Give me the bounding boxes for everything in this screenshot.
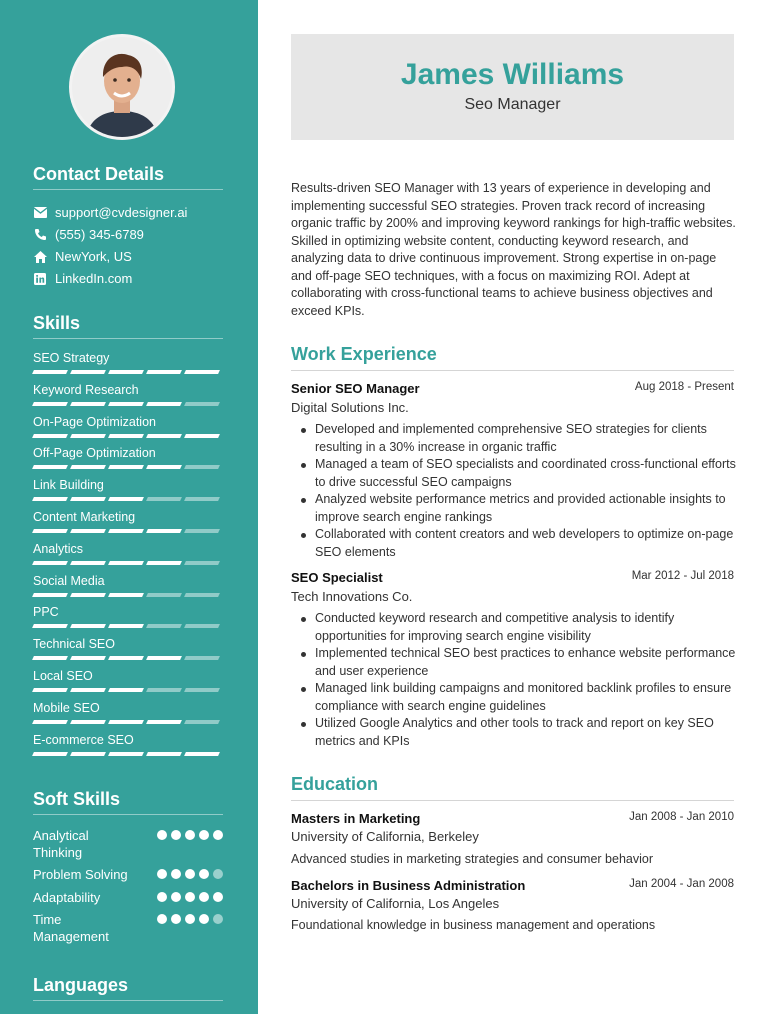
degree-date: Jan 2004 - Jan 2008 [629, 878, 734, 890]
rating-dot [199, 892, 209, 902]
skill-level-segment [184, 720, 220, 724]
profile-photo-icon [72, 37, 172, 137]
contact-section-title: Contact Details [33, 164, 165, 184]
skill-level-segment [70, 370, 106, 374]
skill-level-segment [32, 434, 68, 438]
degree-title: Bachelors in Business Administration [291, 878, 526, 893]
job-title: SEO Specialist [291, 570, 383, 585]
skill-level-bar [33, 593, 223, 597]
rating-dot [199, 914, 209, 924]
skill-item [33, 637, 223, 660]
skill-item [33, 351, 223, 374]
skill-item [33, 542, 223, 565]
skill-level-segment [146, 688, 182, 692]
skill-level-bar [33, 434, 223, 438]
job-date: Aug 2018 - Present [634, 381, 734, 393]
skill-level-segment [70, 752, 106, 756]
soft-skill-item [33, 889, 223, 906]
school-name: University of California, Berkeley [291, 829, 479, 844]
contact-email[interactable] [33, 205, 187, 220]
skill-level-segment [108, 370, 144, 374]
job-title: Senior SEO Manager [291, 381, 420, 396]
divider [291, 370, 734, 371]
candidate-name: James Williams [400, 58, 625, 91]
skill-level-bar [33, 720, 223, 724]
degree-title: Masters in Marketing [291, 811, 421, 826]
skill-level-segment [146, 465, 182, 469]
skill-level-segment [108, 752, 144, 756]
skill-level-bar [33, 370, 223, 374]
soft-skill-label: Time Management [33, 912, 109, 944]
rating-dot [185, 830, 195, 840]
skill-level-bar [33, 752, 223, 756]
rating-dot [185, 914, 195, 924]
skill-level-segment [146, 434, 182, 438]
job-company: Digital Solutions Inc. [291, 400, 409, 415]
skill-level-segment [108, 593, 144, 597]
skill-level-bar [33, 402, 223, 406]
job-bullets [291, 421, 736, 561]
skill-level-segment [108, 434, 144, 438]
skill-level-bar [33, 656, 223, 660]
skill-level-segment [146, 370, 182, 374]
skill-item [33, 733, 223, 756]
skill-level-segment [184, 402, 220, 406]
skill-label: Analytics [33, 541, 84, 556]
skill-level-segment [184, 688, 220, 692]
skill-level-segment [108, 561, 144, 565]
soft-skill-rating [157, 830, 223, 840]
linkedin-icon [33, 272, 47, 286]
skill-level-segment [70, 688, 106, 692]
skill-level-segment [184, 434, 220, 438]
skill-level-segment [146, 720, 182, 724]
skill-level-segment [70, 465, 106, 469]
skill-level-bar [33, 624, 223, 628]
rating-dot [213, 914, 223, 924]
rating-dot [157, 869, 167, 879]
rating-dot [199, 869, 209, 879]
soft-skill-rating [157, 869, 223, 879]
skill-level-segment [184, 497, 220, 501]
languages-section-title: Languages [33, 975, 129, 995]
rating-dot [157, 830, 167, 840]
skill-item [33, 701, 223, 724]
soft-skill-label: Analytical Thinking [33, 828, 89, 860]
skill-level-segment [32, 688, 68, 692]
skill-level-bar [33, 465, 223, 469]
job-bullets [291, 610, 736, 750]
job-company: Tech Innovations Co. [291, 589, 413, 604]
skill-level-segment [70, 497, 106, 501]
divider [33, 189, 223, 190]
list-item: Utilized Google Analytics and other tools to track and report on key SEO metrics and KPIs [291, 715, 736, 750]
skill-level-segment [32, 561, 68, 565]
contact-linkedin[interactable] [33, 271, 132, 286]
soft-skill-label: Adaptability [33, 890, 101, 905]
skill-item [33, 446, 223, 469]
summary-paragraph: Results-driven SEO Manager with 13 years of experience in developing and implementing successful SEO strategies. Proven track record of increasing organic traffic by 200% and improving keyword rankings for high-traffic websites. Skilled in optimizing website content, conducting keyword research, and analyzing data to drive continuous improvement. Strong expertise in on-page and off-page SEO techniques, with a focus on maximizing ROI. Adept at collaborating with cross-functional teams to achieve business objectives and exceed KPIs. [291, 181, 736, 318]
skill-level-bar [33, 497, 223, 501]
skill-level-segment [32, 624, 68, 628]
skill-level-segment [184, 370, 220, 374]
soft-skill-rating [157, 914, 223, 924]
skill-label: Technical SEO [33, 637, 115, 652]
rating-dot [213, 830, 223, 840]
rating-dot [185, 892, 195, 902]
skill-level-segment [146, 656, 182, 660]
home-icon [33, 250, 47, 264]
name-header [291, 34, 734, 140]
skill-level-segment [108, 720, 144, 724]
envelope-icon [33, 206, 47, 220]
degree-date: Jan 2008 - Jan 2010 [629, 811, 734, 823]
skill-level-segment [32, 656, 68, 660]
skill-level-segment [184, 624, 220, 628]
skill-label: PPC [33, 605, 59, 620]
skill-level-segment [184, 529, 220, 533]
degree-description: Advanced studies in marketing strategies and consumer behavior [291, 852, 654, 866]
skill-level-segment [108, 529, 144, 533]
avatar [69, 34, 175, 140]
soft-skill-item [33, 911, 223, 945]
skill-level-segment [146, 561, 182, 565]
list-item: Analyzed website performance metrics and provided actionable insights to improve search engine rankings [291, 491, 736, 526]
rating-dot [171, 914, 181, 924]
soft-skills-section-title: Soft Skills [33, 789, 121, 809]
rating-dot [185, 869, 195, 879]
contact-phone-text: (555) 345-6789 [55, 227, 144, 242]
school-name: University of California, Los Angeles [291, 896, 500, 911]
job-date: Mar 2012 - Jul 2018 [631, 570, 734, 582]
skill-level-bar [33, 688, 223, 692]
contact-email-text: support@cvdesigner.ai [55, 205, 188, 220]
skill-level-segment [146, 752, 182, 756]
skill-level-segment [32, 497, 68, 501]
skill-level-segment [70, 656, 106, 660]
list-item: Implemented technical SEO best practices to enhance website performance and user experience [291, 645, 736, 680]
skill-level-segment [184, 656, 220, 660]
skill-item [33, 574, 223, 597]
rating-dot [213, 892, 223, 902]
skill-level-segment [146, 497, 182, 501]
rating-dot [171, 892, 181, 902]
sidebar [0, 0, 258, 1014]
skill-level-segment [32, 370, 68, 374]
skill-item [33, 415, 223, 438]
skill-level-segment [184, 561, 220, 565]
rating-dot [157, 914, 167, 924]
soft-skill-rating [157, 892, 223, 902]
divider [33, 814, 223, 815]
skill-level-segment [70, 529, 106, 533]
skill-level-segment [32, 720, 68, 724]
skill-label: Link Building [33, 478, 104, 493]
soft-skill-item [33, 827, 223, 861]
contact-location-text: NewYork, US [55, 249, 132, 264]
phone-icon [33, 228, 47, 242]
skill-label: Mobile SEO [33, 700, 100, 715]
skill-level-segment [108, 624, 144, 628]
education-section-title: Education [291, 774, 379, 794]
list-item: Developed and implemented comprehensive SEO strategies for clients resulting in a 30% increase in organic traffic [291, 421, 736, 456]
skill-level-segment [32, 529, 68, 533]
skill-level-segment [70, 624, 106, 628]
skill-level-segment [184, 465, 220, 469]
skill-label: Content Marketing [33, 510, 136, 524]
skill-level-segment [146, 402, 182, 406]
skill-level-segment [146, 529, 182, 533]
skill-level-segment [70, 402, 106, 406]
list-item: Managed link building campaigns and monitored backlink profiles to ensure compliance with search engine guidelines [291, 680, 736, 715]
skill-level-segment [32, 465, 68, 469]
skill-level-segment [32, 402, 68, 406]
contact-linkedin-text: LinkedIn.com [55, 271, 133, 286]
skill-level-segment [146, 593, 182, 597]
skill-item [33, 383, 223, 406]
rating-dot [213, 869, 223, 879]
skill-level-segment [108, 465, 144, 469]
soft-skill-label: Problem Solving [33, 867, 128, 882]
skill-level-segment [184, 752, 220, 756]
contact-location [33, 249, 132, 264]
work-section-title: Work Experience [291, 344, 437, 364]
skill-level-segment [146, 624, 182, 628]
skill-item [33, 605, 223, 628]
rating-dot [171, 830, 181, 840]
skill-label: SEO Strategy [33, 351, 110, 365]
skill-level-segment [108, 656, 144, 660]
skill-label: E-commerce SEO [33, 732, 134, 747]
skill-level-bar [33, 529, 223, 533]
rating-dot [171, 869, 181, 879]
rating-dot [157, 892, 167, 902]
candidate-role: Seo Manager [464, 96, 561, 113]
skill-label: Social Media [33, 573, 105, 588]
degree-description: Foundational knowledge in business management and operations [291, 918, 656, 932]
list-item: Conducted keyword research and competitive analysis to identify opportunities for improving search engine visibility [291, 610, 736, 645]
skill-level-segment [108, 688, 144, 692]
skill-level-segment [184, 593, 220, 597]
skill-label: On-Page Optimization [33, 414, 156, 429]
list-item: Collaborated with content creators and web developers to optimize on-page SEO elements [291, 526, 736, 561]
skill-item [33, 510, 223, 533]
divider [291, 800, 734, 801]
skill-level-bar [33, 561, 223, 565]
skill-label: Local SEO [33, 669, 93, 683]
skill-level-segment [70, 720, 106, 724]
divider [33, 1000, 223, 1001]
skill-level-segment [32, 593, 68, 597]
skills-section-title: Skills [33, 313, 81, 333]
skill-level-segment [108, 402, 144, 406]
skill-level-segment [70, 593, 106, 597]
list-item: Managed a team of SEO specialists and coordinated cross-functional efforts to drive successful SEO campaigns [291, 456, 736, 491]
skill-level-segment [70, 561, 106, 565]
soft-skill-item [33, 866, 223, 883]
skill-level-segment [108, 497, 144, 501]
skill-item [33, 669, 223, 692]
skill-level-segment [70, 434, 106, 438]
contact-phone[interactable] [33, 227, 144, 242]
rating-dot [199, 830, 209, 840]
divider [33, 338, 223, 339]
skill-label: Off-Page Optimization [33, 446, 156, 461]
skill-item [33, 478, 223, 501]
skill-level-segment [32, 752, 68, 756]
skill-label: Keyword Research [33, 382, 139, 397]
